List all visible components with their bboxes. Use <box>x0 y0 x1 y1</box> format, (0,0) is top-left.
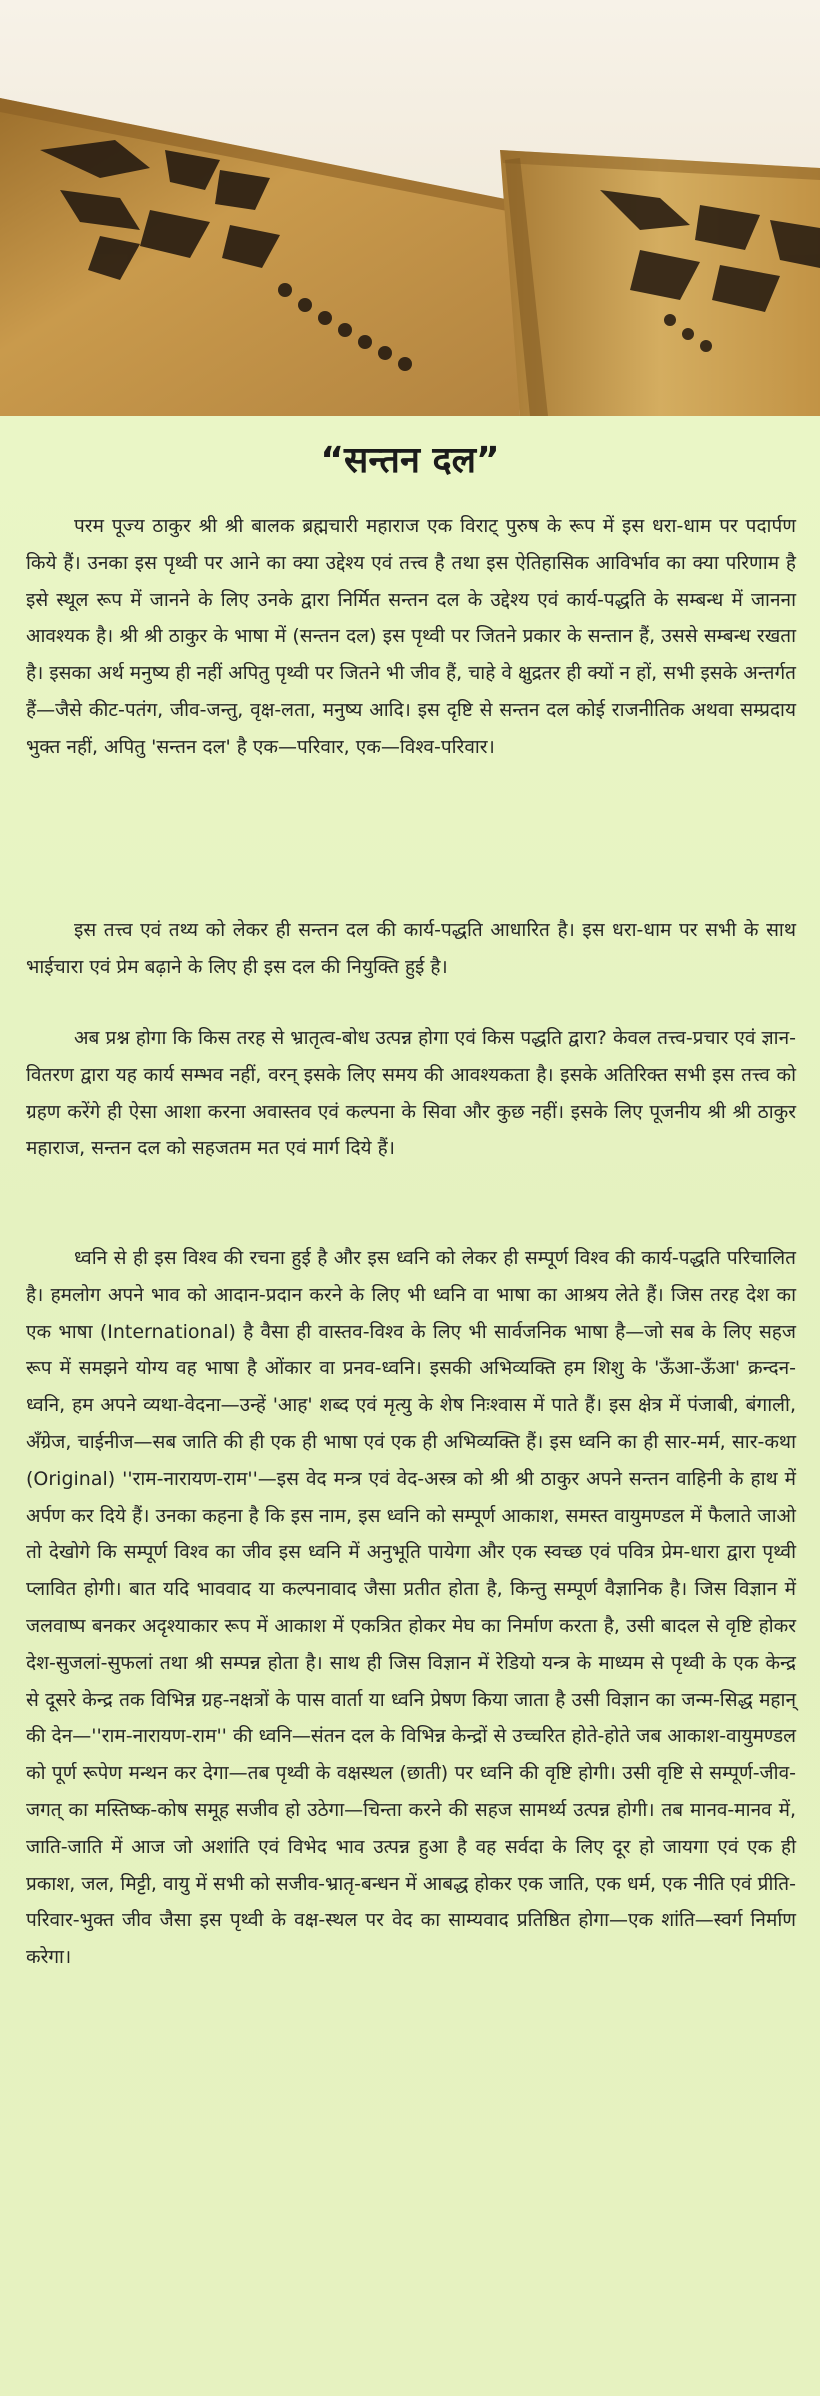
paragraph-2: इस तत्त्व एवं तथ्य को लेकर ही सन्तन दल की कार्य-पद्धति आधारित है। इस धरा-धाम पर सभी के साथ भाईचारा एवं प्रेम बढ़ाने के लिए ही इस दल की नियुक्ति हुई है। <box>26 919 796 978</box>
paragraph-3: अब प्रश्न होगा कि किस तरह से भ्रातृत्व-बोध उत्पन्न होगा एवं किस पद्धति द्वारा? केवल तत्त्व-प्रचार एवं ज्ञान-वितरण द्वारा यह कार्य सम्भव नहीं, वरन् इसके लिए समय की आवश्यकता है। इसके अतिरिक्त सभी इस तत्त्व को ग्रहण करेंगे ही ऐसा आशा करना अवास्तव एवं कल्पना के सिवा और कुछ नहीं। इसके लिए पूजनीय श्री श्री ठाकुर महाराज, सन्तन दल को सहजतम मत एवं मार्ग दिये हैं। <box>26 1027 796 1160</box>
paragraph-1: परम पूज्य ठाकुर श्री श्री बालक ब्रह्मचारी महाराज एक विराट् पुरुष के रूप में इस धरा-धाम पर पदार्पण किये हैं। उनका इस पृथ्वी पर आने का क्या उद्देश्य एवं तत्त्व है तथा इस ऐतिहासिक आविर्भाव का क्या परिणाम है इसे स्थूल रूप में जानने के लिए उनके द्वारा निर्मित सन्तन दल के उद्देश्य एवं कार्य-पद्धति के सम्बन्ध में जानना आवश्यक है। श्री श्री ठाकुर के भाषा में (सन्तन दल) इस पृथ्वी पर जितने प्रकार के सन्तान हैं, उससे सम्बन्ध रखता है। इसका अर्थ मनुष्य ही नहीं अपितु पृथ्वी पर जितने भी जीव हैं, चाहे वे क्षुद्रतर ही क्यों न हों, सभी इसके अन्तर्गत हैं—जैसे कीट-पतंग, जीव-जन्तु, वृक्ष-लता, मनुष्य आदि। इस दृष्टि से सन्तन दल कोई राजनीतिक अथवा सम्प्रदाय भुक्त नहीं, अपितु 'सन्तन दल' है एक—परिवार, एक—विश्व-परिवार। <box>26 515 796 758</box>
page-title: “सन्तन दल” <box>320 440 500 481</box>
paragraph-4: ध्वनि से ही इस विश्व की रचना हुई है और इस ध्वनि को लेकर ही सम्पूर्ण विश्व की कार्य-पद्धति परिचालित है। हमलोग अपने भाव को आदान-प्रदान करने के लिए भी ध्वनि वा भाषा का आश्रय लेते हैं। जिस तरह देश का एक भाषा (International) है वैसा ही वास्तव-विश्व के लिए भी सार्वजनिक भाषा है—जो सब के लिए सहज रूप में समझने योग्य वह भाषा है ओंकार वा प्रनव-ध्वनि। इसकी अभिव्यक्ति हम शिशु के 'ऊँआ-ऊँआ' क्रन्दन-ध्वनि, हम अपने व्यथा-वेदना—उन्हें 'आह' शब्द एवं मृत्यु के शेष निःश्वास में पाते हैं। इस क्षेत्र में पंजाबी, बंगाली, अँग्रेज, चाईनीज—सब जाति की ही एक ही भाषा एवं एक ही अभिव्यक्ति हैं। इस ध्वनि का ही सार-मर्म, सार-कथा (Original) ''राम-नारायण-राम''—इस वेद मन्त्र एवं वेद-अस्त्र को श्री श्री ठाकुर अपने सन्तन वाहिनी के हाथ में अर्पण कर दिये हैं। उनका कहना है कि इस नाम, इस ध्वनि को सम्पूर्ण आकाश, समस्त वायुमण्डल में फैलाते जाओ तो देखोगे कि सम्पूर्ण विश्व का जीव इस ध्वनि में अनुभूति पायेगा और एक स्वच्छ एवं पवित्र प्रेम-धारा द्वारा पृथ्वी प्लावित होगी। बात यदि भाववाद या कल्पनावाद जैसा प्रतीत होता है, किन्तु सम्पूर्ण वैज्ञानिक है। जिस विज्ञान में जलवाष्प बनकर अदृश्याकार रूप में आकाश में एकत्रित होकर मेघ का निर्माण करता है, उसी बादल से वृष्टि होकर देश-सुजलां-सुफलां तथा श्री सम्पन्न होता है। साथ ही जिस विज्ञान में रेडियो यन्त्र के माध्यम से पृथ्वी के एक केन्द्र से दूसरे केन्द्र तक विभिन्न ग्रह-नक्षत्रों के पास वार्ता या ध्वनि प्रेषण किया जाता है उसी विज्ञान का जन्म-सिद्ध महान् की देन—''राम-नारायण-राम'' की ध्वनि—संतन दल के विभिन्न केन्द्रों से उच्चरित होते-होते जब आकाश-वायुमण्डल को पूर्ण रूपेण मन्थन कर देगा—तब पृथ्वी के वक्षस्थल (छाती) पर ध्वनि की वृष्टि होगी। उसी वृष्टि से सम्पूर्ण-जीव-जगत् का मस्तिष्क-कोष समूह सजीव हो उठेगा—चिन्ता करने की सहज सामर्थ्य उत्पन्न होगी। तब मानव-मानव में, जाति-जाति में आज जो अशांति एवं विभेद भाव उत्पन्न हुआ है वह सर्वदा के लिए दूर हो जायगा एवं एक ही प्रकाश, जल, मिट्टी, वायु में सभी को सजीव-भ्रातृ-बन्धन में आबद्ध होकर एक जाति, एक धर्म, एक नीति एवं प्रीति-परिवार-भुक्त जीव जैसा इस पृथ्वी के वक्ष-स्थल पर वेद का साम्यवाद प्रतिष्ठित होगा—एक शांति—स्वर्ग निर्माण करेगा। <box>26 1247 796 1969</box>
banner-photo <box>0 0 820 416</box>
document-body <box>0 416 820 2396</box>
flag-emblem-icon <box>0 0 820 416</box>
